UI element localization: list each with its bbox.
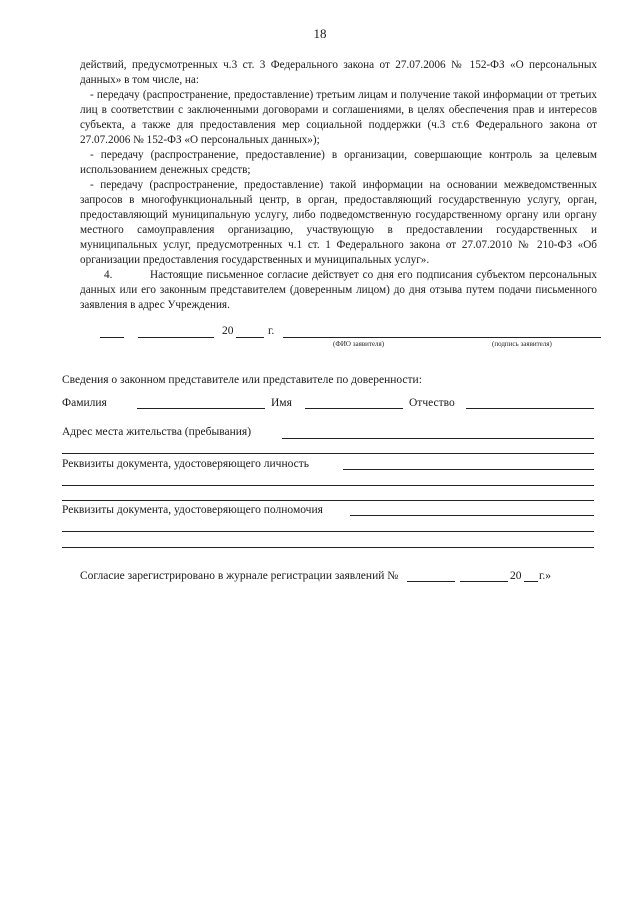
signature-year-suffix: г. (268, 325, 275, 337)
patronymic-field[interactable] (466, 408, 594, 409)
paragraph-interagency: - передачу (распространение, предоставление) такой информации на основании межведомственных запросов в многофункциональный центр, в орган, предоставляющий государственную услугу, орган, предоставляющий муниципальную услугу, либо подведомственную государственному органу или органу местного самоуправления организацию, участвующую в предоставлении государственных и муниципальных услуг, предусмотренных ч.1 ст. 1 Федерального закона от 27.07.2010 № 210-ФЗ «Об организации предоставления государственных и муниципальных услуг». (80, 179, 597, 266)
registration-text: Согласие зарегистрировано в журнале регистрации заявлений № (80, 570, 399, 582)
signature-year-prefix: 20 (222, 325, 234, 337)
authority-doc-field-line-3[interactable] (62, 547, 594, 548)
address-label: Адрес места жительства (пребывания) (62, 426, 252, 438)
paragraph-actions: действий, предусмотренных ч.3 ст. 3 Федерального закона от 27.07.2006 № 152-ФЗ «О персональных данных» в том числе, на: (80, 59, 597, 86)
day-field[interactable] (100, 337, 124, 338)
id-doc-field-line-3[interactable] (62, 500, 594, 501)
paragraph-control-orgs: - передачу (распространение, предоставление) в организации, совершающие контроль за целевым использованием денежных средств; (80, 149, 597, 176)
address-field-line-2[interactable] (62, 453, 594, 454)
page-number: 18 (313, 26, 327, 41)
paragraph-third-parties: - передачу (распространение, предоставление) третьим лицам и получение такой информации от третьих лиц в соответствии с заключенными договорами и соглашениями, в целях обеспечения прав и интересов субъекта, а также для предоставления мер социальной поддержки (ч.3 ст.6 Федерального закона от 27.07.2006 № 152-ФЗ «О персональных данных»); (80, 89, 597, 146)
surname-field[interactable] (137, 408, 265, 409)
authority-doc-field[interactable] (350, 515, 594, 516)
item-4-number: 4. (104, 269, 113, 281)
signature-line[interactable] (283, 337, 601, 338)
authority-doc-label: Реквизиты документа, удостоверяющего полномочия (62, 504, 323, 516)
name-label: Имя (271, 397, 292, 409)
registration-year-prefix: 20 (510, 570, 522, 582)
patronymic-label: Отчество (409, 397, 455, 409)
registration-date-field[interactable] (460, 581, 508, 582)
fio-caption: (ФИО заявителя) (333, 340, 385, 348)
name-field[interactable] (305, 408, 403, 409)
id-doc-field[interactable] (343, 469, 594, 470)
consent-body (80, 58, 597, 313)
year-field[interactable] (236, 337, 264, 338)
month-field[interactable] (138, 337, 214, 338)
registration-number-field[interactable] (407, 581, 455, 582)
registration-year-suffix: г.» (539, 570, 552, 582)
representative-heading: Сведения о законном представителе или представителе по доверенности: (62, 374, 422, 386)
sign-caption: (подпись заявителя) (492, 340, 552, 348)
authority-doc-field-line-2[interactable] (62, 531, 594, 532)
id-doc-field-line-2[interactable] (62, 485, 594, 486)
surname-label: Фамилия (62, 397, 107, 409)
item-4-text: Настоящие письменное согласие действует со дня его подписания субъектом персональных данных или его законным представителем (доверенным лицом) до дня отзыва путем подачи письменного заявления в адрес Учреждения. (80, 269, 597, 311)
id-doc-label: Реквизиты документа, удостоверяющего личность (62, 458, 310, 470)
registration-year-field[interactable] (524, 581, 538, 582)
address-field[interactable] (282, 438, 594, 439)
paragraph-item-4 (80, 268, 597, 313)
